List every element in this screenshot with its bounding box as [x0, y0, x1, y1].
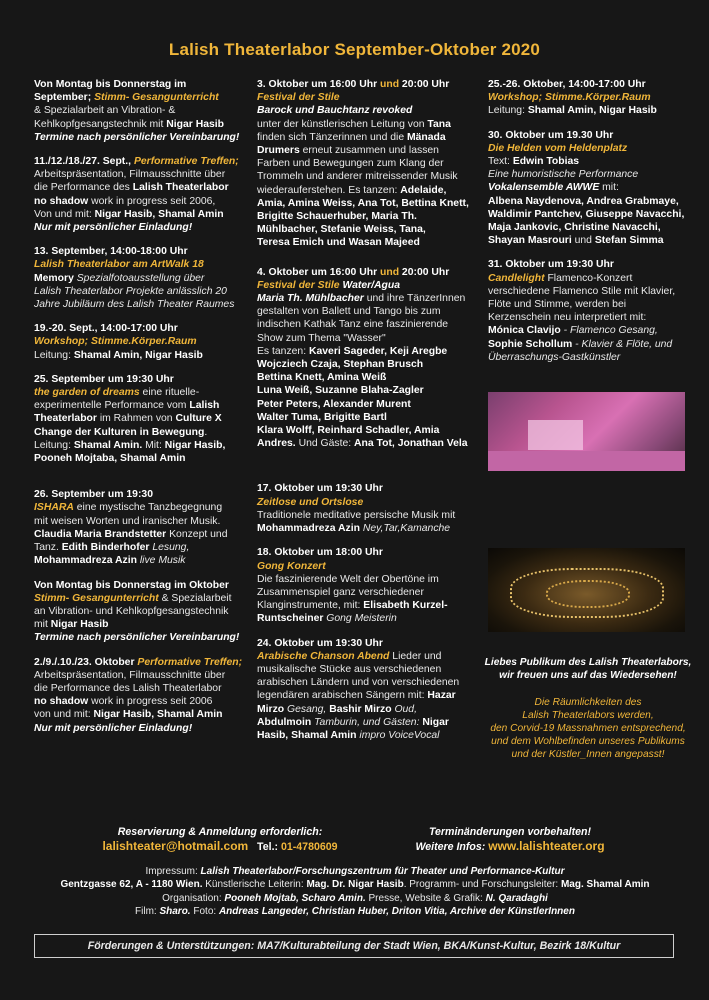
text: impro VoiceVocal — [356, 729, 440, 741]
text: Amia, Amina Weiss, Ana Tot, Bettina Knett, — [257, 197, 469, 209]
text: Kerzenschein neu interpretiert mit: — [488, 312, 647, 324]
text: work in progress seit 2006 — [88, 696, 213, 708]
text: Claudia Maria Brandstetter — [34, 528, 167, 540]
info-label: Weitere Infos: — [415, 841, 489, 853]
changes-notice: Terminänderungen vorbehalten! — [428, 826, 592, 838]
text: Workshop; Stimme.Körper.Raum — [34, 336, 197, 348]
text: Shamal Amin, Nigar Hasib — [73, 349, 203, 361]
text: von und mit: — [34, 709, 94, 721]
text: Mit: — [142, 439, 165, 451]
covid-notice-line: und der Küstler_Innen angepasst! — [511, 749, 665, 760]
text: 30. Oktober um 19.30 Uhr — [488, 129, 614, 141]
text: Vokalensemble AWWE — [488, 182, 600, 194]
text: Performative Treffen; — [133, 156, 239, 168]
text: und ihre TänzerInnen — [363, 293, 466, 305]
text: Waldimir Pantchev, Giuseppe Navacchi, — [488, 208, 685, 220]
text: Tamburin, und Gästen: — [311, 716, 423, 728]
text: Leitung: — [34, 439, 74, 451]
text: Shayan Masrouri — [488, 235, 572, 247]
text: Presse, Website & Grafik: — [365, 892, 486, 904]
text: gestalten von Ballett und Tango bis zum — [257, 306, 441, 318]
text: Von Montag bis Donnerstag im — [34, 79, 187, 90]
reservation-info — [70, 825, 370, 854]
text: . — [204, 426, 208, 438]
event-arabische-chanson — [257, 637, 475, 743]
text: Luna Weiß, Suzanne Blaha-Zagler — [257, 385, 424, 397]
text: Nur mit persönlicher Einladung! — [34, 722, 193, 734]
text: Hazar — [427, 690, 456, 702]
text: arabischen Ländern und von verschiedenen — [257, 677, 460, 689]
text: Ana Tot, Jonathan Vela — [354, 438, 468, 450]
text: Lalish Theaterlabor — [132, 182, 229, 194]
text: mit — [34, 619, 51, 631]
text: Nur mit persönlicher Einladung! — [34, 222, 193, 234]
reservation-label: Reservierung & Anmeldung erforderlich: — [117, 826, 323, 838]
text: Albena Naydenova, Andrea Grabmaye, — [488, 195, 679, 207]
text: Sharo. — [159, 906, 191, 918]
text: unter der künstlerischen Leitung von — [257, 118, 428, 130]
text: Traditionele meditative persische Musik mit — [257, 509, 456, 521]
text: Edwin Tobias — [512, 156, 580, 168]
text: eine mystische Tanzbegegnung — [73, 502, 223, 514]
text: Wojcziech Czaja, Stephan Brusch — [257, 359, 424, 371]
text: Klanginstrumente, mit: — [257, 600, 364, 612]
text: Abdulmoin — [257, 716, 312, 728]
text: Klara Wolff, Reinhard Schadler, Amia — [257, 425, 440, 437]
text: - Flamenco Gesang, — [560, 325, 658, 337]
text: Oud, — [391, 703, 417, 715]
text: Nigar Hasib, Shamal Amin — [94, 208, 224, 220]
text: - Klavier & Flöte, und — [572, 338, 673, 350]
event-water-agua — [257, 266, 475, 451]
text: Show zum Thema "Wasser" — [257, 332, 386, 344]
text: Termine nach persönlicher Vereinbarung! — [34, 131, 240, 143]
text: Überraschungs-Gastkünstler — [488, 351, 621, 363]
event-workshop-october — [488, 78, 688, 118]
text: Termine nach persönlicher Vereinbarung! — [34, 632, 240, 644]
text: Theaterlabor — [34, 413, 97, 425]
event-garden-of-dreams — [34, 373, 247, 465]
website-link[interactable]: www.lalishteater.org — [488, 839, 605, 853]
text: Teresa Emich und Wasan Majeed — [257, 237, 420, 249]
text: 17. Oktober um 19:30 Uhr — [257, 483, 383, 495]
text: Candlelight — [488, 272, 545, 284]
text: Kehlkopfgesangstechnik mit — [34, 118, 167, 130]
text: Change der Kulturen in Bewegung — [34, 426, 205, 438]
text: Bettina Knett, Amina Weiß — [257, 372, 387, 384]
text: Gesang, — [284, 703, 330, 715]
event-workshop-september — [34, 322, 247, 362]
text: Shamal Amin. — [73, 439, 143, 451]
text: ISHARA — [34, 502, 74, 514]
text: Flöte und Stimme, werden bei — [488, 299, 627, 311]
text: Die Helden vom Heldenplatz — [488, 142, 628, 154]
covid-notice-line: Lalish Theaterlabors werden, — [522, 710, 654, 721]
page-title: Lalish Theaterlabor September-Oktober 2020 — [168, 40, 541, 59]
audience-greeting — [477, 656, 699, 761]
text: Elisabeth Kurzel- — [363, 600, 448, 612]
text: Spezialfotoausstellung über — [73, 272, 205, 284]
covid-notice-line: Die Räumlichkeiten des — [534, 697, 642, 708]
sponsors-text: Förderungen & Unterstützungen: MA7/Kulturabteilung der Stadt Wien, BKA/Kunst-Kultur, Bezirk 18/Kultur — [87, 940, 621, 952]
text: im Rahmen von — [96, 413, 176, 425]
text: Impressum: — [145, 866, 201, 877]
text: Film: — [135, 906, 160, 918]
text: Andreas Langeder, Christian Huber, Driton Vitia, Archive der KünstlerInnen — [218, 906, 575, 918]
text: Gentzgasse 62, A - 1180 Wien. — [60, 879, 203, 891]
greeting-line: Liebes Publikum des Lalish Theaterlabors, — [484, 657, 692, 668]
text: Mohammadreza Azin — [257, 523, 360, 535]
text: Leitung: — [34, 349, 74, 361]
text: 24. Oktober um 19:30 Uhr — [257, 637, 383, 649]
text: Mänada — [407, 131, 446, 143]
text: Lalish — [189, 400, 220, 412]
text: 18. Oktober um 18:00 Uhr — [257, 547, 383, 559]
text: mit: — [599, 182, 619, 194]
text: Mag. Dr. Nigar Hasib — [306, 879, 404, 891]
event-voice-lessons-september — [34, 78, 247, 144]
text: und — [380, 266, 400, 278]
email-link[interactable]: lalishteater@hotmail.com — [102, 839, 249, 853]
text: Runtscheiner — [257, 613, 324, 625]
text: Sophie Schollum — [488, 338, 573, 350]
text: 4. Oktober um 16:00 Uhr — [257, 266, 380, 278]
text: Jahre Jubiläum des Lalish Theater Raumes — [34, 299, 235, 311]
text: the garden of dreams — [34, 387, 140, 399]
text: . Programm- und Forschungsleiter: — [403, 879, 561, 891]
text: no shadow — [34, 195, 89, 207]
event-zeitlose-ortslose — [257, 482, 475, 535]
performance-photo-gold — [488, 548, 685, 632]
text: Brigitte Schauerhuber, Maria Th. — [257, 211, 417, 223]
text: verschiedene Flamenco Stile mit Klavier, — [488, 285, 676, 297]
text: und — [380, 79, 400, 90]
text: Foto: — [190, 906, 219, 918]
program-column-2 — [257, 78, 475, 753]
event-gong-konzert — [257, 546, 475, 625]
text: indischen Kathak Tanz eine faszinierende — [257, 319, 449, 331]
text: Lesung, — [149, 542, 190, 554]
text: finden sich Tänzerinnen und die — [257, 131, 407, 143]
event-barock-bauchtanz — [257, 78, 475, 250]
text: 31. Oktober um 19:30 Uhr — [488, 259, 614, 271]
text: mit weisen Worten und iranischer Musik. — [34, 515, 221, 527]
text: Arbeitspräsentation, Filmausschnitte über — [34, 169, 226, 181]
text: Nigar Hasib, — [164, 439, 226, 451]
text: musikalische Stücke aus verschiedenen — [257, 663, 442, 675]
text: Mohammadreza Azin — [34, 555, 137, 567]
text: work in progress seit 2006, — [88, 195, 216, 207]
text: die Performance des — [34, 182, 133, 194]
text: Es tanzen: — [257, 345, 309, 357]
text: Pooneh Mojtaba, Shamal Amin — [34, 453, 186, 465]
sponsors-box — [34, 934, 674, 958]
text: Gong Konzert — [257, 560, 326, 572]
text: Nigar Hasib, Shamal Amin — [93, 709, 223, 721]
text: Performative Treffen; — [137, 656, 243, 668]
text: September; — [34, 92, 95, 104]
phone-number[interactable]: 01-4780609 — [280, 841, 338, 853]
text: eine rituelle- — [139, 387, 200, 399]
text: Lieder und — [389, 650, 442, 662]
text: 25. September um 19:30 Uhr — [34, 373, 174, 385]
info-box — [390, 825, 630, 854]
greeting-line: wir freuen uns auf das Wiedersehen! — [499, 670, 677, 681]
event-candlelight — [488, 258, 688, 364]
text: Drumers — [257, 145, 300, 157]
text: Mühlbacher, Stefanie Weiss, Tana, — [257, 224, 426, 236]
text: Gong Meisterin — [323, 613, 397, 625]
text: 20:00 Uhr — [399, 79, 450, 90]
text: Text: — [488, 156, 513, 168]
text: Andres. — [257, 438, 296, 450]
text: Nigar Hasib — [166, 118, 225, 130]
text: legendären arabischen Sängern mit: — [257, 690, 428, 702]
text: Festival der Stile — [257, 92, 340, 104]
event-ishara — [34, 488, 247, 567]
phone-label: Tel.: — [257, 841, 281, 853]
photo-window — [528, 420, 583, 450]
text: Walter Tuma, Brigitte Bartl — [257, 411, 387, 423]
photo-floor — [488, 451, 685, 471]
text: Memory — [34, 272, 74, 284]
text: 20:00 Uhr — [399, 266, 450, 278]
text: Organisation: — [162, 892, 225, 904]
text: Tanz. — [34, 542, 62, 554]
text: Hasib, Shamal Amin — [257, 729, 357, 741]
text: Zeitlose und Ortslose — [257, 496, 364, 508]
text: Stimm- Gesangunterricht — [94, 92, 219, 104]
text: Ney,Tar,Kamanche — [359, 523, 451, 535]
program-column-3 — [488, 78, 688, 375]
text: Kaveri Sageder, Keji Aregbe — [308, 345, 448, 357]
text: Die faszinierende Welt der Obertöne im — [257, 573, 439, 585]
photo-pattern-inner — [546, 580, 630, 608]
text: Culture X — [175, 413, 222, 425]
covid-notice-line: den Corvid-19 Massnahmen entsprechend, — [490, 723, 686, 734]
text: 25.-26. Oktober, 14:00-17:00 Uhr — [488, 79, 646, 90]
text: Arabische Chanson Abend — [257, 650, 390, 662]
text: & Spezialarbeit — [158, 592, 232, 604]
text: Nigar — [422, 716, 449, 728]
event-voice-lessons-october — [34, 579, 247, 645]
text: Eine humoristische Performance — [488, 169, 639, 181]
text: Pooneh Mojtab, Scharo Amin. — [224, 892, 366, 904]
performance-photo-pink — [488, 392, 685, 471]
event-performative-meetings-september — [34, 155, 247, 234]
text: Lalish Theaterlabor am ArtWalk 18 — [34, 259, 204, 271]
text: N. Qaradaghi — [485, 892, 548, 904]
text: & Spezialarbeit an Vibration- & — [34, 105, 176, 117]
text: Von Montag bis Donnerstag im Oktober — [34, 579, 229, 591]
text: Farben und Bewegungen zum Klang der — [257, 158, 444, 170]
text: und — [571, 235, 595, 247]
text: Edith Binderhofer — [61, 542, 150, 554]
text: Leitung: — [488, 105, 528, 117]
text: 3. Oktober um 16:00 Uhr — [257, 79, 380, 90]
text: 13. September, 14:00-18:00 Uhr — [34, 246, 188, 258]
text: Flamenco-Konzert — [544, 272, 633, 284]
text: Maja Jankovic, Christine Navacchi, — [488, 222, 661, 234]
text: die Performance des Lalish Theaterlabor — [34, 682, 222, 694]
text: Konzept und — [166, 528, 228, 540]
event-artwalk — [34, 245, 247, 311]
text: Zusammenspiel ganz verschiedener — [257, 586, 424, 598]
text: Bashir Mirzo — [329, 703, 392, 715]
text: 26. September um 19:30 — [34, 489, 153, 501]
text: wiederauferstehen. Es tanzen: — [257, 184, 401, 196]
text: Lalish Theaterlabor/Forschungszentrum für Theater und Performance-Kultur — [200, 866, 565, 877]
text: 11./12./18./27. Sept., — [34, 156, 134, 168]
text: Und Gäste: — [295, 438, 355, 450]
text: Nigar Hasib — [50, 619, 109, 631]
event-helden-vom-heldenplatz — [488, 129, 688, 248]
text: 19.-20. Sept., 14:00-17:00 Uhr — [34, 323, 178, 335]
text: Trommeln und anderer mitreissender Musik — [257, 171, 458, 183]
text: Lalish Theaterlabor Projekte anlässlich 20 — [34, 285, 227, 297]
text: Mag. Shamal Amin — [560, 879, 650, 891]
covid-notice-line: und dem Wohlbefinden unseres Publikums — [491, 736, 685, 747]
text: Adelaide, — [400, 184, 447, 196]
text: Barock und Bauchtanz revoked — [257, 105, 413, 117]
text: 2./9./.10./23. Oktober — [34, 656, 138, 668]
text: Maria Th. Mühlbacher — [257, 293, 364, 305]
text: Water/Agua — [339, 279, 401, 291]
event-performative-meetings-october — [34, 656, 247, 735]
text: Workshop; Stimme.Körper.Raum — [488, 92, 651, 104]
text: Mónica Clavijo — [488, 325, 561, 337]
text: Mirzo — [257, 703, 285, 715]
text: Shamal Amin, Nigar Hasib — [527, 105, 657, 117]
text: experimentelle Performance vom — [34, 400, 190, 412]
text: Tana — [427, 118, 451, 130]
text: Arbeitspräsentation, Filmausschnitte über — [34, 669, 226, 681]
imprint — [30, 865, 680, 919]
text: Künstlerische Leiterin: — [202, 879, 307, 891]
text: Von und mit: — [34, 208, 95, 220]
text: Stimm- Gesangunterricht — [34, 592, 159, 604]
text: Peter Peters, Alexander Murent — [257, 398, 411, 410]
text: Stefan Simma — [594, 235, 664, 247]
program-column-1 — [34, 78, 247, 746]
text: erneut zusammen und lassen — [299, 145, 439, 157]
text: no shadow — [34, 696, 89, 708]
text: Festival der Stile — [257, 279, 340, 291]
text: an Vibration- und Kehlkopfgesangstechnik — [34, 605, 229, 617]
text: live Musik — [136, 555, 186, 567]
